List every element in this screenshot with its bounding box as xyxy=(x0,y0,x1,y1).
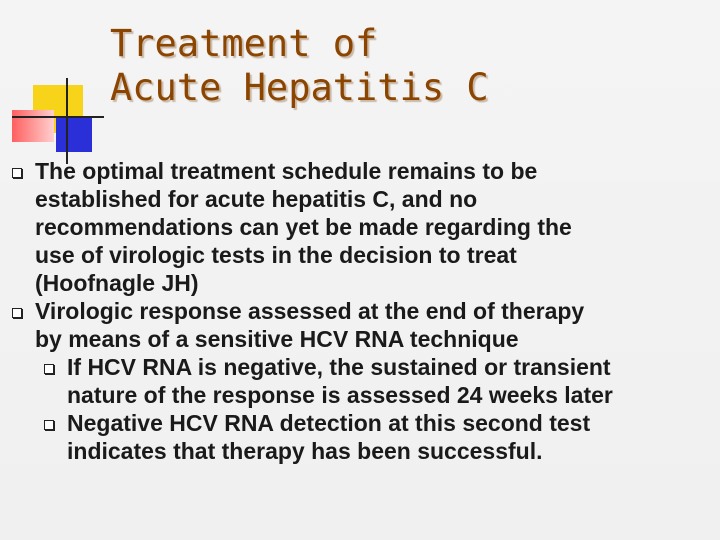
bullet-text xyxy=(35,297,720,353)
title-line-2: Acute Hepatitis C xyxy=(110,66,489,109)
bullet-line: Negative HCV RNA detection at this second test xyxy=(67,410,591,436)
logo-vertical-line xyxy=(66,78,68,164)
bullet-item xyxy=(0,297,720,353)
sub-bullet-text xyxy=(67,409,720,465)
bullet-line: established for acute hepatitis C, and no xyxy=(35,186,478,212)
square-bullet-icon xyxy=(44,364,54,374)
bullet-line: (Hoofnagle JH) xyxy=(35,270,199,296)
logo-red-square xyxy=(12,110,54,142)
square-bullet-icon xyxy=(12,308,22,318)
bullet-list xyxy=(0,157,720,465)
square-bullet-icon xyxy=(44,420,54,430)
sub-bullet-text xyxy=(67,353,720,409)
logo-horizontal-line xyxy=(12,116,104,118)
bullet-text xyxy=(35,157,720,297)
slide-title xyxy=(110,22,670,110)
bullet-item xyxy=(0,157,720,297)
square-bullet-icon xyxy=(12,168,22,178)
bullet-line: If HCV RNA is negative, the sustained or transient xyxy=(67,354,611,380)
bullet-line: recommendations can yet be made regarding the xyxy=(35,214,572,240)
bullet-line: indicates that therapy has been successful. xyxy=(67,438,543,464)
bullet-line: The optimal treatment schedule remains to be xyxy=(35,158,538,184)
bullet-line: nature of the response is assessed 24 weeks later xyxy=(67,382,613,408)
bullet-line: by means of a sensitive HCV RNA technique xyxy=(35,326,519,352)
bullet-line: Virologic response assessed at the end of therapy xyxy=(35,298,585,324)
bullet-line: use of virologic tests in the decision to treat xyxy=(35,242,517,268)
sub-bullet-item xyxy=(0,409,720,465)
logo-blue-square xyxy=(56,117,92,152)
title-line-1: Treatment of xyxy=(110,22,378,65)
sub-bullet-item xyxy=(0,353,720,409)
